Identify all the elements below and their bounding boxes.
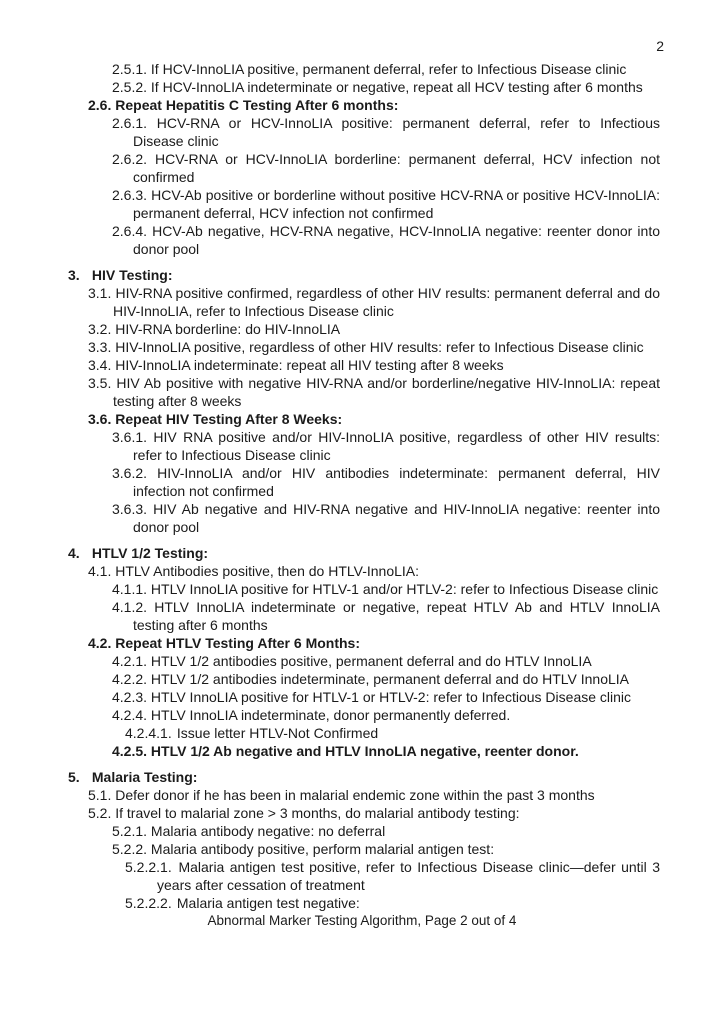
list-item: [0, 768, 660, 786]
list-item: [0, 96, 660, 114]
list-item: [0, 804, 660, 822]
item-text: HTLV InnoLIA indeterminate, donor permanently deferred.: [150, 707, 511, 723]
item-text: HTLV 1/2 antibodies positive, permanent deferral and do HTLV InnoLIA: [150, 653, 592, 669]
item-text: Malaria antibody negative: no deferral: [150, 823, 386, 839]
item-text: Repeat HTLV Testing After 6 Months:: [115, 635, 360, 651]
list-item: [0, 374, 660, 410]
list-item: [0, 284, 660, 320]
item-text: Malaria antigen test positive, refer to Infectious Disease clinic—defer until 3 years after cessation of treatment: [157, 859, 660, 893]
list-item: [0, 858, 660, 894]
item-text: HTLV 1/2 antibodies indeterminate, permanent deferral and do HTLV InnoLIA: [150, 671, 630, 687]
list-item: [0, 356, 660, 374]
list-item: [0, 266, 660, 284]
item-text: HIV Testing:: [91, 267, 173, 283]
item-text: HIV-InnoLIA indeterminate: repeat all HIV testing after 8 weeks: [115, 357, 504, 373]
item-number: 2.6.1.: [112, 115, 148, 131]
item-number: 4.2.2.: [112, 671, 148, 687]
list-item: [0, 634, 660, 652]
item-number: 5.2.2.2.: [125, 895, 172, 911]
list-item: [0, 688, 660, 706]
item-number: 5.2.: [88, 805, 112, 821]
item-text: Malaria antibody positive, perform malarial antigen test:: [150, 841, 495, 857]
item-number: 3.: [68, 267, 80, 283]
item-text: HTLV InnoLIA indeterminate or negative, repeat HTLV Ab and HTLV InnoLIA testing after 6 months: [133, 599, 661, 633]
list-item: [0, 114, 660, 150]
item-text: HTLV 1/2 Ab negative and HTLV InnoLIA negative, reenter donor.: [150, 743, 579, 759]
item-text: Repeat HIV Testing After 8 Weeks:: [115, 411, 343, 427]
item-number: 4.1.1.: [112, 581, 148, 597]
item-text: HTLV 1/2 Testing:: [91, 545, 209, 561]
item-number: 3.6.3.: [112, 501, 148, 517]
item-number: 3.2.: [88, 321, 112, 337]
item-text: HCV-Ab positive or borderline without positive HCV-RNA or positive HCV-InnoLIA: permanent deferral, HCV infection not confirmed: [133, 187, 661, 221]
item-number: 4.2.4.1.: [125, 725, 172, 741]
item-text: HIV-InnoLIA positive, regardless of other HIV results: refer to Infectious Disease clinic: [115, 339, 644, 355]
list-item: [0, 724, 660, 742]
item-text: HIV Ab positive with negative HIV-RNA and/or borderline/negative HIV-InnoLIA: repeat testing after 8 weeks: [113, 375, 661, 409]
item-text: Defer donor if he has been in malarial endemic zone within the past 3 months: [115, 787, 595, 803]
item-number: 2.6.: [88, 97, 112, 113]
item-number: 4.2.: [88, 635, 112, 651]
list-item: [0, 706, 660, 724]
item-text: HCV-Ab negative, HCV-RNA negative, HCV-InnoLIA negative: reenter donor into donor pool: [133, 223, 661, 257]
item-text: Malaria Testing:: [91, 769, 198, 785]
list-item: [0, 464, 660, 500]
item-number: 2.6.4.: [112, 223, 148, 239]
list-item: [0, 562, 660, 580]
list-item: [0, 428, 660, 464]
item-number: 3.6.: [88, 411, 112, 427]
item-number: 2.6.3.: [112, 187, 148, 203]
list-item: [0, 338, 660, 356]
list-item: [0, 670, 660, 688]
list-item: [0, 652, 660, 670]
item-number: 2.5.2.: [112, 79, 148, 95]
list-item: [0, 598, 660, 634]
item-number: 4.2.4.: [112, 707, 148, 723]
item-number: 3.3.: [88, 339, 112, 355]
list-item: [0, 822, 660, 840]
list-item: [0, 544, 660, 562]
item-text: HCV-RNA or HCV-InnoLIA borderline: permanent deferral, HCV infection not confirmed: [133, 151, 661, 185]
footer-text: Abnormal Marker Testing Algorithm, Page 2 out of 4: [207, 913, 517, 928]
item-number: 2.6.2.: [112, 151, 148, 167]
item-text: If travel to malarial zone > 3 months, do malarial antibody testing:: [115, 805, 520, 821]
list-item: [0, 320, 660, 338]
page-number: 2: [656, 38, 664, 54]
item-text: Repeat Hepatitis C Testing After 6 months:: [115, 97, 399, 113]
item-text: HIV-RNA positive confirmed, regardless of other HIV results: permanent deferral and do HIV-InnoLIA, refer to Infectious Disease clinic: [113, 285, 661, 319]
list-item: [0, 840, 660, 858]
list-item: [0, 410, 660, 428]
item-text: HIV RNA positive and/or HIV-InnoLIA positive, regardless of other HIV results: refer to Infectious Disease clinic: [133, 429, 660, 463]
item-number: 5.: [68, 769, 80, 785]
list-item: [0, 786, 660, 804]
item-number: 5.1.: [88, 787, 112, 803]
list-item: [0, 894, 660, 912]
list-item: [0, 222, 660, 258]
list-item: [0, 580, 660, 598]
item-text: HIV-InnoLIA and/or HIV antibodies indeterminate: permanent deferral, HIV infection not confirmed: [133, 465, 661, 499]
item-text: HTLV InnoLIA positive for HTLV-1 and/or HTLV-2: refer to Infectious Disease clinic: [150, 581, 659, 597]
item-text: HTLV InnoLIA positive for HTLV-1 or HTLV-2: refer to Infectious Disease clinic: [150, 689, 632, 705]
item-text: Malaria antigen test negative:: [176, 895, 360, 911]
item-text: If HCV-InnoLIA positive, permanent deferral, refer to Infectious Disease clinic: [150, 61, 627, 77]
list-item: [0, 500, 660, 536]
item-number: 4.: [68, 545, 80, 561]
list-item: [0, 186, 660, 222]
item-number: 4.1.: [88, 563, 112, 579]
item-number: 3.1.: [88, 285, 112, 301]
item-text: HIV Ab negative and HIV-RNA negative and HIV-InnoLIA negative: reenter into donor pool: [133, 501, 661, 535]
item-text: HTLV Antibodies positive, then do HTLV-InnoLIA:: [115, 563, 420, 579]
item-number: 3.6.2.: [112, 465, 148, 481]
list-item: [0, 742, 660, 760]
list-item: [0, 78, 660, 96]
item-number: 4.2.5.: [112, 743, 148, 759]
list-item: [0, 60, 660, 78]
item-text: Issue letter HTLV-Not Confirmed: [176, 725, 379, 741]
item-text: HCV-RNA or HCV-InnoLIA positive: permanent deferral, refer to Infectious Disease clinic: [133, 115, 660, 149]
item-number: 5.2.2.: [112, 841, 148, 857]
list-item: [0, 150, 660, 186]
item-text: If HCV-InnoLIA indeterminate or negative, repeat all HCV testing after 6 months: [150, 79, 643, 95]
item-number: 2.5.1.: [112, 61, 148, 77]
item-number: 4.1.2.: [112, 599, 148, 615]
item-number: 5.2.1.: [112, 823, 148, 839]
item-number: 5.2.2.1.: [125, 859, 172, 875]
item-number: 3.6.1.: [112, 429, 148, 445]
item-number: 3.4.: [88, 357, 112, 373]
item-number: 4.2.3.: [112, 689, 148, 705]
item-number: 4.2.1.: [112, 653, 148, 669]
item-number: 3.5.: [88, 375, 112, 391]
item-text: HIV-RNA borderline: do HIV-InnoLIA: [115, 321, 341, 337]
